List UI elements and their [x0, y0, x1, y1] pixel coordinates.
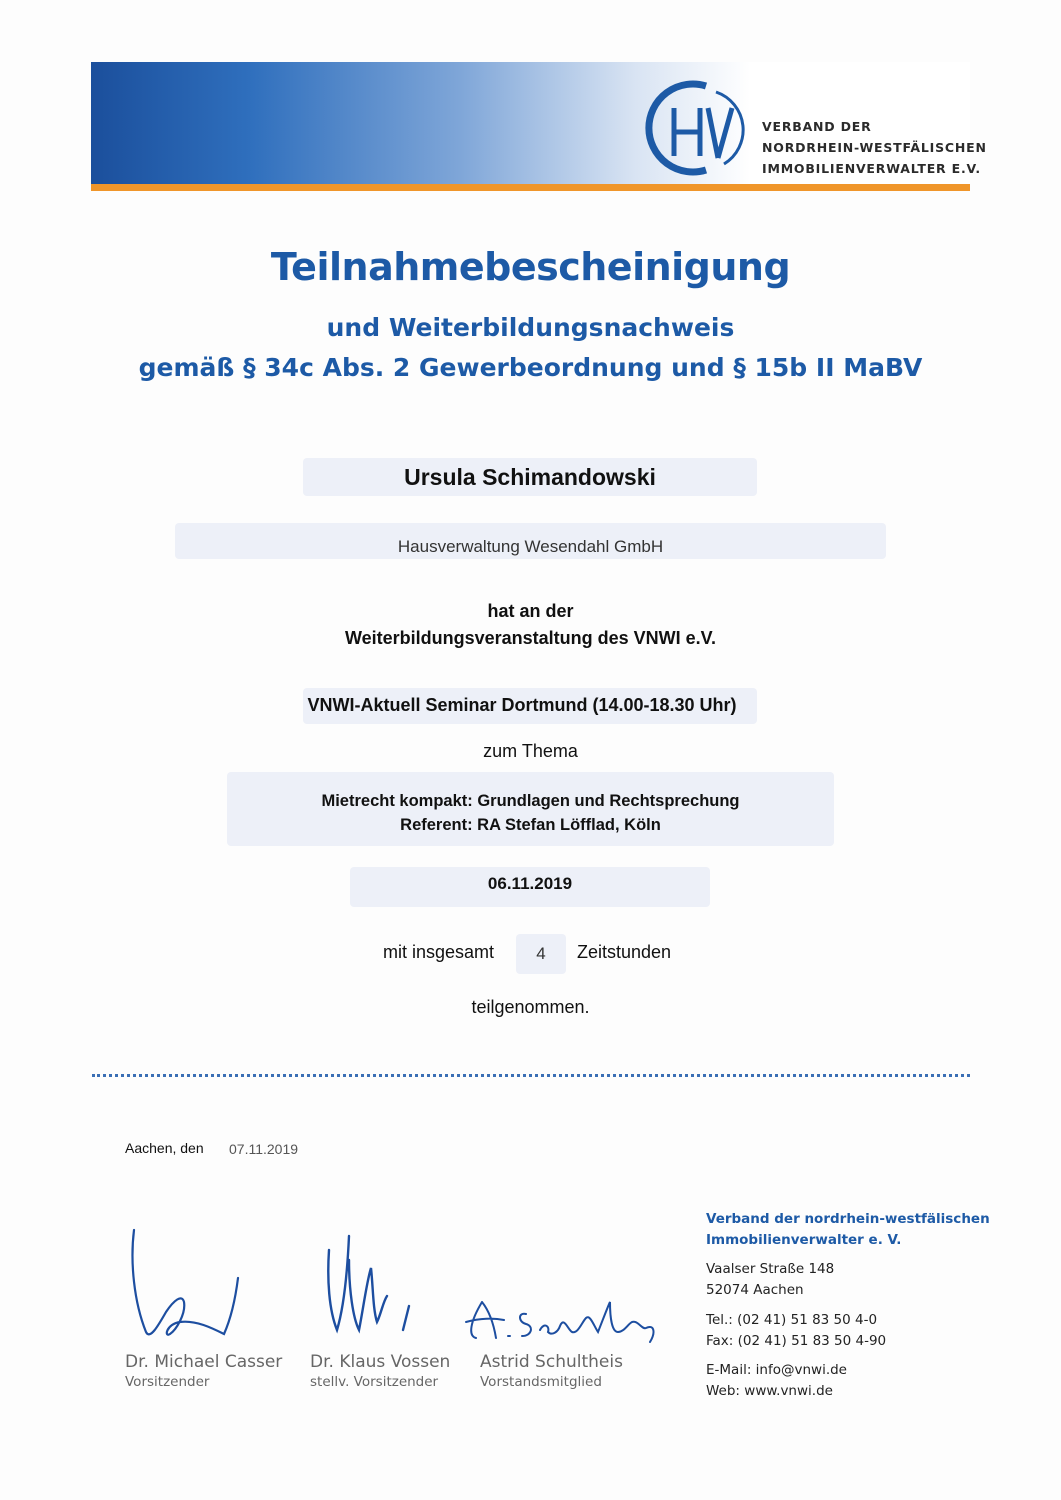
org-line-2: NORDRHEIN-WESTFÄLISCHEN — [762, 140, 987, 155]
divider — [92, 1074, 970, 1077]
event-title — [303, 688, 757, 724]
body-line-1: hat an der — [487, 601, 574, 621]
address-phone — [706, 1310, 886, 1352]
signature-casser-icon — [120, 1222, 250, 1347]
address-web[interactable]: Web: www.vnwi.de — [706, 1383, 833, 1399]
event-date: 06.11.2019 — [350, 867, 710, 907]
certificate-subtitle-1: und Weiterbildungsnachweis — [326, 313, 735, 342]
org-line-1: VERBAND DER — [762, 119, 872, 134]
hours-prefix: mit insgesamt — [383, 942, 495, 962]
address-org-line-2: Immobilienverwalter e. V. — [706, 1232, 902, 1248]
address-org-line-1: Verband der nordrhein-westfälischen — [706, 1211, 990, 1227]
signatory-1-name: Dr. Michael Casser — [125, 1352, 283, 1372]
issue-place: Aachen, den — [125, 1140, 204, 1156]
signatory-1-role: Vorsitzender — [125, 1374, 210, 1390]
event-title-text: VNWI-Aktuell Seminar Dortmund (14.00-18.30 Uhr) — [307, 695, 737, 715]
hours-value: 4 — [516, 934, 566, 974]
topic-text: Mietrecht kompakt: Grundlagen und Rechtsprechung — [321, 792, 740, 810]
participant-company: Hausverwaltung Wesendahl GmbH — [175, 523, 886, 559]
issue-date: 07.11.2019 — [229, 1141, 299, 1157]
header-org-name — [762, 116, 987, 179]
signature-schultheis-icon — [460, 1292, 660, 1348]
address-email[interactable]: E-Mail: info@vnwi.de — [706, 1362, 847, 1378]
header-orange-stripe — [91, 184, 970, 191]
address-postal — [706, 1259, 834, 1301]
body-line-2: Weiterbildungsveranstaltung des VNWI e.V. — [344, 628, 717, 648]
svg-text:HV: HV — [699, 128, 701, 129]
address-online — [706, 1360, 847, 1402]
speaker-text: Referent: RA Stefan Löfflad, Köln — [400, 816, 661, 834]
participant-name: Ursula Schimandowski — [303, 458, 757, 496]
signatory-3-name: Astrid Schultheis — [480, 1352, 623, 1372]
address-street: Vaalser Straße 148 — [706, 1261, 835, 1277]
org-line-3: IMMOBILIENVERWALTER E.V. — [762, 161, 981, 176]
certificate-subtitle-2: gemäß § 34c Abs. 2 Gewerbeordnung und § 15b II MaBV — [138, 353, 923, 382]
address-city: 52074 Aachen — [706, 1282, 804, 1298]
address-org — [706, 1209, 990, 1251]
address-fax: Fax: (02 41) 51 83 50 4-90 — [706, 1333, 887, 1349]
topic-intro: zum Thema — [483, 741, 578, 761]
certificate-title: Teilnahmebescheinigung — [270, 245, 791, 289]
signature-vossen-icon — [315, 1230, 425, 1342]
hv-logo-icon — [644, 78, 754, 178]
signatory-3-role: Vorstandsmitglied — [480, 1374, 602, 1390]
topic-box — [227, 772, 834, 846]
signatory-2-role: stellv. Vorsitzender — [310, 1374, 439, 1390]
hours-suffix: Zeitstunden — [577, 942, 672, 962]
signatory-2-name: Dr. Klaus Vossen — [310, 1352, 451, 1372]
closing-text: teilgenommen. — [471, 997, 590, 1017]
address-tel: Tel.: (02 41) 51 83 50 4-0 — [706, 1312, 878, 1328]
